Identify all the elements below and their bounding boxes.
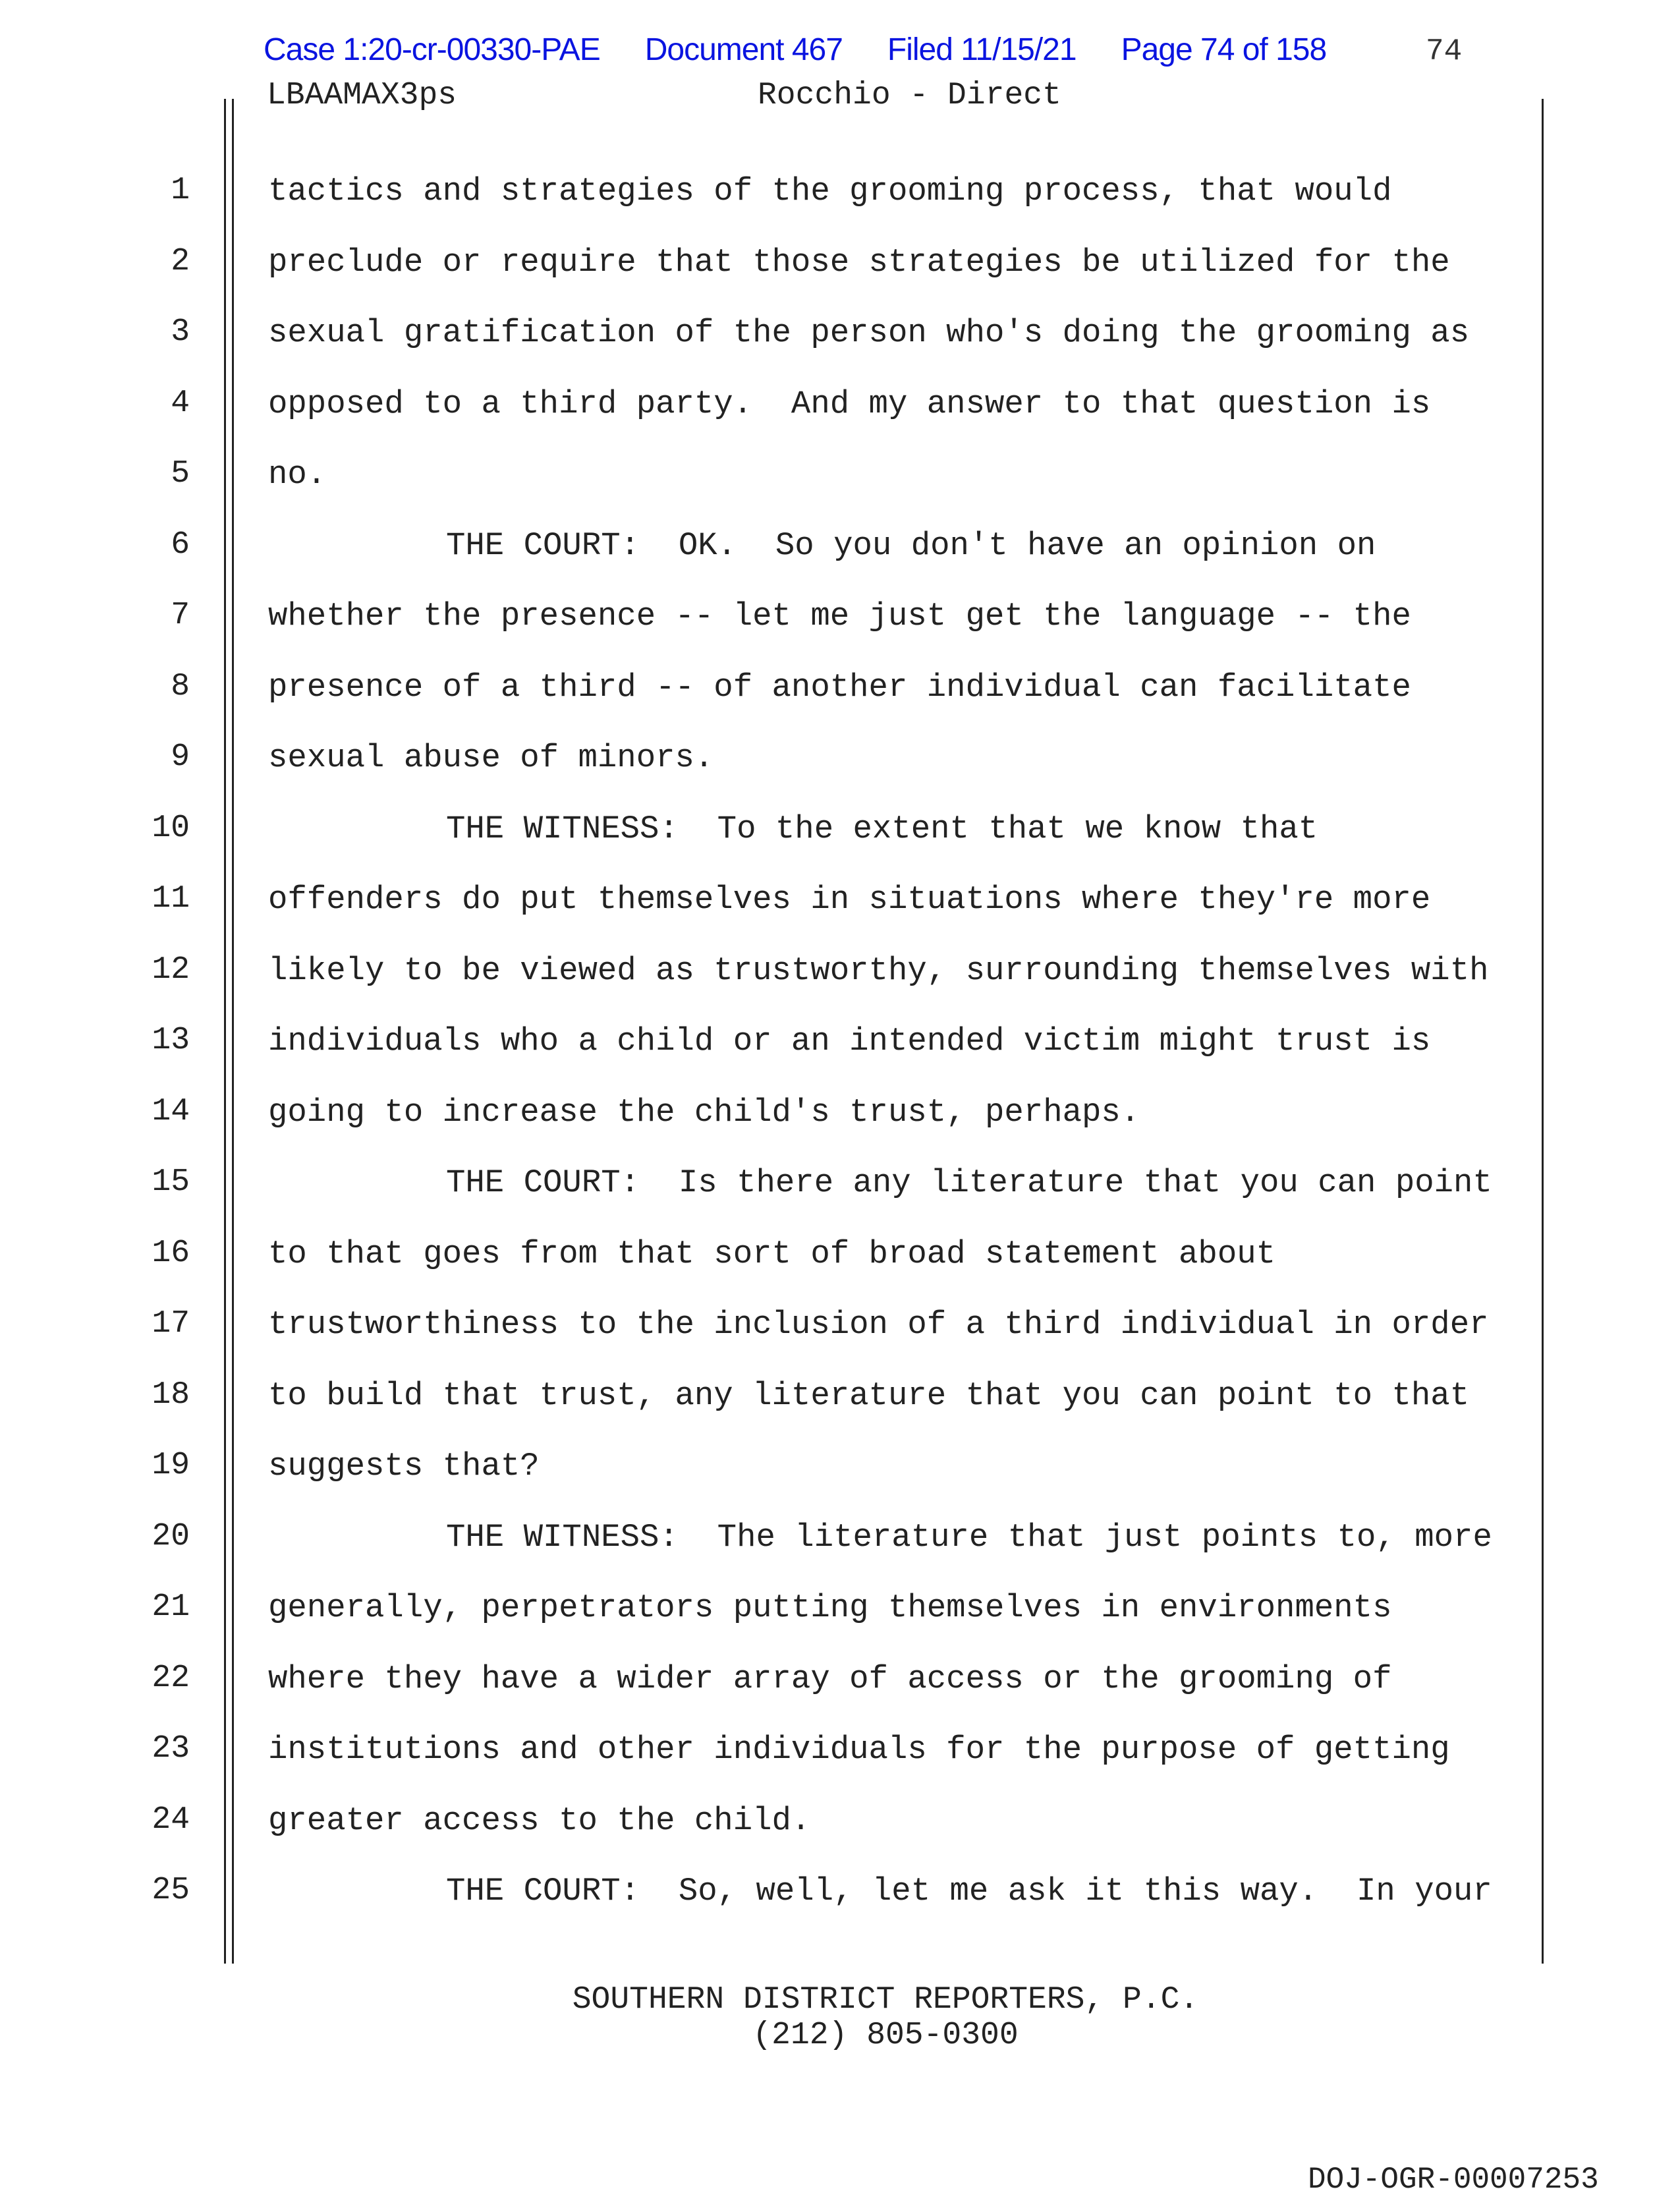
transcript-line: THE COURT: OK. So you don't have an opinion on (446, 526, 1376, 564)
transcript-line: whether the presence -- let me just get the language -- the (268, 598, 1411, 635)
left-margin-rule-inner (232, 99, 234, 1964)
transcript-line: tactics and strategies of the grooming process, that would (268, 173, 1392, 210)
transcript-line: going to increase the child's trust, perhaps. (268, 1093, 1140, 1131)
transcript-line: likely to be viewed as trustworthy, surrounding themselves with (268, 951, 1489, 989)
transcript-line: presence of a third -- of another individual can facilitate (268, 668, 1411, 706)
document-number: Document 467 (644, 32, 843, 67)
transcript-line: to build that trust, any literature that you can point to that (268, 1376, 1470, 1414)
line-number: 7 (171, 598, 190, 633)
line-number: 2 (171, 243, 190, 279)
page-number: 74 (1426, 34, 1463, 69)
line-number: 15 (152, 1164, 190, 1200)
transcript-line: THE WITNESS: The literature that just points to, more (446, 1518, 1492, 1556)
line-number: 23 (152, 1731, 190, 1767)
transcript-id: LBAAMAX3ps (267, 78, 457, 113)
transcript-line: opposed to a third party. And my answer to that question is (268, 385, 1431, 422)
filed-date: Filed 11/15/21 (887, 32, 1077, 67)
transcript-line: THE COURT: Is there any literature that you can point (446, 1164, 1492, 1201)
filing-stamp (264, 32, 1371, 68)
transcript-line: no. (268, 456, 327, 493)
bates-number: DOJ-OGR-00007253 (1308, 2163, 1599, 2197)
line-number: 6 (171, 526, 190, 563)
examination-heading: Rocchio - Direct (758, 78, 1061, 113)
transcript-line: sexual gratification of the person who's doing the grooming as (268, 314, 1470, 351)
line-number: 14 (152, 1093, 190, 1129)
page-of-total: Page 74 of 158 (1121, 32, 1327, 67)
line-number: 1 (171, 173, 190, 208)
transcript-line: suggests that? (268, 1448, 540, 1485)
transcript-line: greater access to the child. (268, 1801, 811, 1839)
line-number: 18 (152, 1376, 190, 1413)
transcript-line: trustworthiness to the inclusion of a third individual in order (268, 1306, 1489, 1343)
transcript-line: sexual abuse of minors. (268, 739, 714, 776)
reporter-phone: (212) 805-0300 (752, 2018, 1019, 2053)
line-number: 3 (171, 314, 190, 350)
transcript-line: preclude or require that those strategies be utilized for the (268, 243, 1450, 281)
line-number: 19 (152, 1448, 190, 1483)
right-margin-rule (1542, 99, 1544, 1964)
line-number: 16 (152, 1235, 190, 1271)
line-number: 13 (152, 1023, 190, 1058)
transcript-line: offenders do put themselves in situations where they're more (268, 881, 1431, 918)
transcript-line: institutions and other individuals for the purpose of getting (268, 1731, 1450, 1768)
case-number: Case 1:20-cr-00330-PAE (264, 32, 600, 67)
transcript-line: generally, perpetrators putting themselves in environments (268, 1589, 1392, 1626)
transcript-line: THE COURT: So, well, let me ask it this way. In your (446, 1873, 1492, 1910)
left-margin-rule (224, 99, 226, 1964)
line-number: 20 (152, 1518, 190, 1554)
transcript-line: individuals who a child or an intended victim might trust is (268, 1023, 1431, 1060)
line-number: 21 (152, 1589, 190, 1625)
line-number: 8 (171, 668, 190, 704)
line-number: 11 (152, 881, 190, 917)
transcript-line: where they have a wider array of access or the grooming of (268, 1660, 1392, 1697)
transcript-line: THE WITNESS: To the extent that we know that (446, 810, 1318, 847)
transcript-line: to that goes from that sort of broad statement about (268, 1235, 1276, 1272)
line-number: 12 (152, 951, 190, 988)
reporter-name: SOUTHERN DISTRICT REPORTERS, P.C. (572, 1982, 1199, 2018)
line-number: 4 (171, 385, 190, 421)
line-number: 22 (152, 1660, 190, 1696)
line-number: 24 (152, 1801, 190, 1838)
line-number: 25 (152, 1873, 190, 1908)
line-number: 5 (171, 456, 190, 492)
line-number: 9 (171, 739, 190, 775)
line-number: 17 (152, 1306, 190, 1342)
line-number: 10 (152, 810, 190, 846)
